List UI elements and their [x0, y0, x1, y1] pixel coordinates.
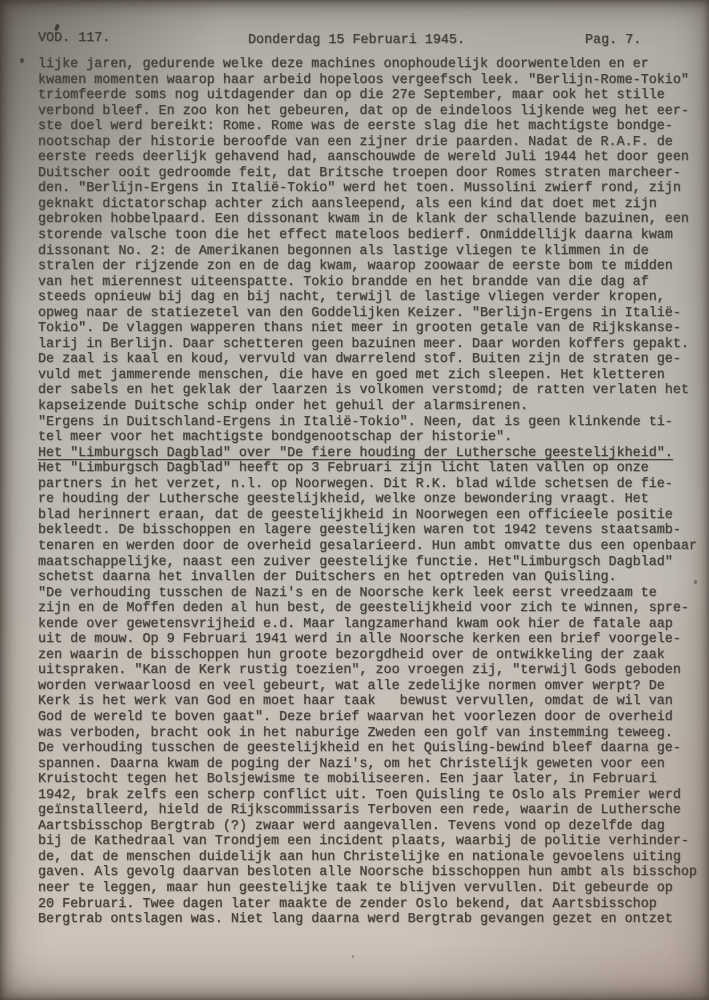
- text-line: stralen der rijzende zon en de dag kwam, waarop zoowaar de eerste bom te midden: [38, 259, 673, 275]
- text-line: zen waarin de bisschoppen hun groote bezorgdheid over de ontwikkeling der zaak: [38, 647, 665, 663]
- text-line: Bergtrab ontslagen was. Niet lang daarna werd Bergtrab gevangen gezet en ontzet: [38, 912, 673, 928]
- text-line: Het "Limburgsch Dagblad" heeft op 3 Februari zijn licht laten vallen op onze: [38, 461, 649, 477]
- issue-date: Donderdag 15 Februari 1945.: [248, 33, 465, 48]
- text-line: zijn en de Moffen deden al hun best, de geestelijkheid voor zich te winnen, spre-: [38, 601, 689, 617]
- text-line: partners in het verzet, n.l. op Noorwegen. Dit R.K. blad wilde schetsen de fie-: [38, 476, 673, 492]
- text-line: gaven. Als gevolg daarvan besloten alle Noorsche bisschoppen hun ambt als bisschop: [38, 865, 697, 881]
- text-line: den. "Berlijn-Ergens in Italië-Tokio" werd het toen. Mussolini zwierf rond, zijn: [38, 181, 681, 197]
- text-line: eerste reeds deerlijk gehavend had, aanschouwde de wereld Juli 1944 het door geen: [38, 150, 689, 166]
- text-line: tel meer voor het machtigste bondgenootschap der historie".: [38, 430, 513, 446]
- text-line: de, dat de menschen duidelijk aan hun Christelijke en nationale gevoelens uiting: [38, 849, 681, 865]
- text-line: De zaal is kaal en koud, vervuld van dwarrelend stof. Buiten zijn de straten ge-: [38, 352, 681, 368]
- text-line: der sabels en het geklak der laarzen is volkomen verstomd; de ratten verlaten het: [38, 383, 689, 399]
- text-line: kende over gewetensvrijheid e.d. Maar langzamerhand kwam ook hier de fatale aap: [38, 616, 673, 632]
- text-line: geïnstalleerd, hield de Rijkscommissaris Terboven een rede, waarin de Luthersche: [38, 803, 681, 819]
- text-line: was verboden, bracht ook in het naburige Zweden een golf van instemming teweeg.: [38, 725, 673, 741]
- text-line: uit de mouw. Op 9 Februari 1941 werd in alle Noorsche kerken een brief voorgele-: [38, 632, 681, 648]
- page-header: [0, 31, 709, 47]
- text-line: gebroken hobbelpaard. Een dissonant kwam in de klank der schallende bazuinen, een: [38, 212, 689, 228]
- document-lines: [38, 57, 700, 928]
- text-line: God de wereld te boven gaat". Deze brief waarvan het voorlezen door de overheid: [38, 709, 673, 725]
- text-line: storende valsche toon die het effect mateloos bedierf. Onmiddellijk daarna kwam: [38, 228, 673, 244]
- text-line: Kerk is het werk van God en moet haar taak bewust vervullen, omdat de wil van: [38, 694, 673, 710]
- text-line: Kruistocht tegen het Bolsjewisme te mobiliseeren. Een jaar later, in Februari: [38, 772, 657, 788]
- text-line: neer te leggen, maar hun geestelijke taak te blijven vervullen. Dit gebeurde op: [38, 880, 673, 896]
- text-line: "Ergens in Duitschland-Ergens in Italië-Tokio". Neen, dat is geen klinkende ti-: [38, 414, 673, 430]
- text-line: maatschappelijke, naast een zuiver geestelijke functie. Het"Limburgsch Dagblad": [38, 554, 673, 570]
- text-line: worden verwaarloosd en veel gebeurt, wat alle zedelijke normen omver werpt? De: [38, 678, 665, 694]
- text-line: dissonant No. 2: de Amerikanen begonnen als lastige vliegen te klimmen in de: [38, 243, 649, 259]
- text-line: geknakt dictatorschap achter zich aansleepend, als een kind dat doet met zijn: [38, 196, 657, 212]
- text-line: uitspraken. "Kan de Kerk rustig toezien", zoo vroegen zij, "terwijl Gods geboden: [38, 663, 681, 679]
- text-line: De verhouding tusschen de geestelijkheid en het Quisling-bewind bleef daarna ge-: [38, 741, 681, 757]
- text-line: triomfeerde soms nog uitdagender dan op die 27e September, maar ook het stille: [38, 88, 665, 104]
- text-line: 1942, brak zelfs een scherp conflict uit. Toen Quisling te Oslo als Premier werd: [38, 787, 681, 803]
- text-line: Het "Limburgsch Dagblad" over "De fiere houding der Luthersche geestelijkheid".: [38, 445, 673, 461]
- text-line: schetst daarna het invallen der Duitschers en het optreden van Quisling.: [38, 570, 617, 586]
- text-line: kwamen momenten waarop haar arbeid hopeloos vergeefsch leek. "Berlijn-Rome-Tokio": [38, 72, 689, 88]
- text-line: Duitscher ooit gedroomde feit, dat Britsche troepen door Romes straten marcheer-: [38, 165, 681, 181]
- text-line: kapseizende Duitsche schip onder het gehuil der alarmsirenen.: [38, 399, 529, 415]
- text-line: spannen. Daarna kwam de poging der Nazi's, om het Christelijk geweten voor een: [38, 756, 665, 772]
- ink-speck: [20, 58, 24, 63]
- text-line: vuld met jammerende menschen, die have en goed met zich sleepen. Het kletteren: [38, 367, 665, 383]
- text-line: re houding der Luthersche geestelijkheid, welke onze bewondering vraagt. Het: [38, 492, 649, 508]
- text-line: bij de Kathedraal van Trondjem een incident plaats, waarbij de politie verhinder-: [38, 834, 689, 850]
- text-line: nootschap der historie beroofde van een zijner drie paarden. Nadat de R.A.F. de: [38, 134, 673, 150]
- text-line: larij in Berlijn. Daar schetteren geen bazuinen meer. Daar worden koffers gepakt.: [38, 336, 689, 352]
- text-line: blad herinnert eraan, dat de geestelijkheid in Noorwegen een officieele positie: [38, 507, 673, 523]
- issue-number: VOD. 117.: [38, 31, 111, 46]
- text-line: Aartsbisschop Bergtrab (?) zwaar werd aangevallen. Tevens vond op dezelfde dag: [38, 818, 665, 834]
- ink-speck: [352, 955, 354, 958]
- text-line: opweg naar de statiezetel van den Goddelijken Keizer. "Berlijn-Ergens in Italië-: [38, 305, 681, 321]
- page-number: Pag. 7.: [585, 33, 642, 48]
- text-line: bekleedt. De bisschoppen en lagere geestelijken waren tot 1942 tevens staatsamb-: [38, 523, 681, 539]
- text-line: "De verhouding tusschen de Nazi's en de Noorsche kerk leek eerst vreedzaam te: [38, 585, 657, 601]
- text-line: van het mierennest uiteenspatte. Tokio brandde en het brandde van die dag af: [38, 274, 649, 290]
- text-line: steeds opnieuw bij dag en bij nacht, terwijl de lastige vliegen verder kropen,: [38, 290, 665, 306]
- text-line: ste doel werd bereikt: Rome. Rome was de eerste slag die het machtigste bondge-: [38, 119, 673, 135]
- text-line: tenaren en werden door de overheid gesalarieerd. Hun ambt omvatte dus een openbaar: [38, 538, 697, 554]
- text-line: Tokio". De vlaggen wapperen thans niet meer in grooten getale van de Rijkskanse-: [38, 321, 681, 337]
- text-line: 20 Februari. Twee dagen later maakte de zender Oslo bekend, dat Aartsbisschop: [38, 896, 657, 912]
- text-line: lijke jaren, gedurende welke deze machines onophoudelijk doorwentelden en er: [38, 57, 649, 72]
- text-line: verbond bleef. En zoo kon het gebeuren, dat op de eindeloos lijkende weg het eer-: [38, 103, 689, 119]
